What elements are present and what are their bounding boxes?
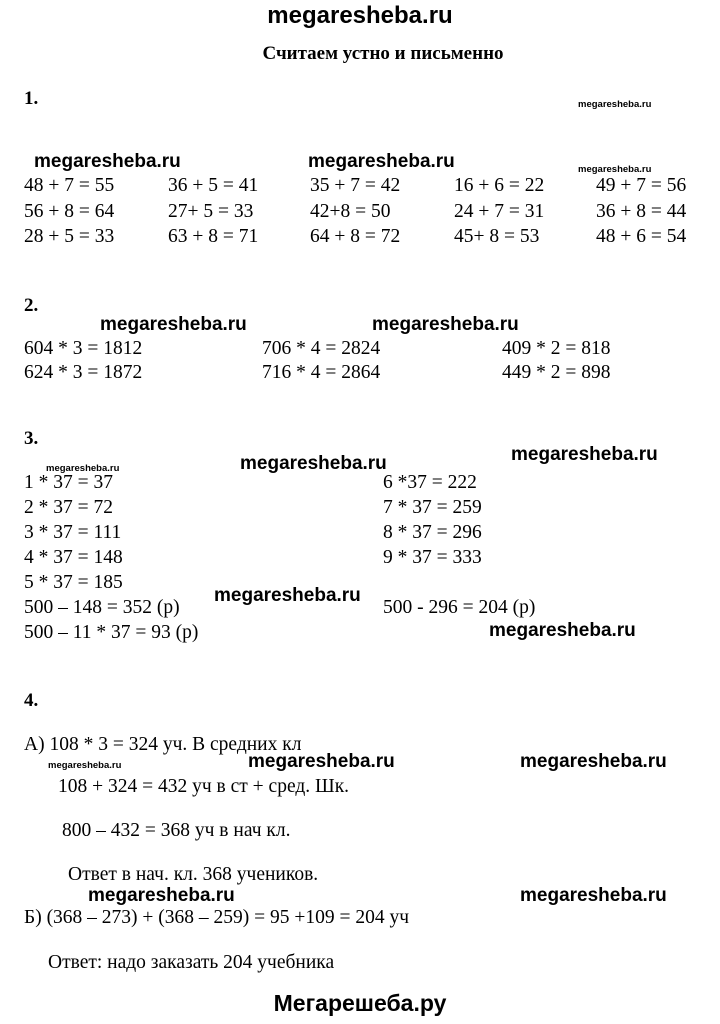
watermark: megaresheba.ru [520,751,667,772]
equation: 449 * 2 = 898 [502,362,611,383]
equation: 27+ 5 = 33 [168,201,254,222]
watermark: megaresheba.ru [578,99,652,110]
watermark: megaresheba.ru [489,620,636,641]
equation: 624 * 3 = 1872 [24,362,143,383]
equation: 5 * 37 = 185 [24,572,123,593]
equation: 500 - 296 = 204 (р) [383,597,536,618]
site-footer: Мегарешеба.ру [273,990,447,1016]
equation: 409 * 2 = 818 [502,338,611,359]
site-header: megaresheba.ru [267,2,453,29]
watermark: megaresheba.ru [308,151,455,172]
equation: 48 + 7 = 55 [24,175,115,196]
equation: 9 * 37 = 333 [383,547,482,568]
equation: 7 * 37 = 259 [383,497,482,518]
equation: 1 * 37 = 37 [24,472,113,493]
task-2-number: 2. [24,295,39,316]
equation: 36 + 5 = 41 [168,175,259,196]
answer-line: Ответ: надо заказать 204 учебника [48,952,335,973]
watermark: megaresheba.ru [511,444,658,465]
answer-line: Ответ в нач. кл. 368 учеников. [68,864,319,885]
equation: 35 + 7 = 42 [310,175,401,196]
equation: 63 + 8 = 71 [168,226,259,247]
watermark: megaresheba.ru [100,314,247,335]
equation: 56 + 8 = 64 [24,201,115,222]
equation: 8 * 37 = 296 [383,522,482,543]
task-4-number: 4. [24,690,39,711]
equation: 4 * 37 = 148 [24,547,123,568]
solution-line: 108 + 324 = 432 уч в ст + сред. Шк. [58,776,350,797]
equation: 706 * 4 = 2824 [262,338,381,359]
equation: 16 + 6 = 22 [454,175,545,196]
equation: 64 + 8 = 72 [310,226,401,247]
solution-line: 800 – 432 = 368 уч в нач кл. [62,820,291,841]
equation: 24 + 7 = 31 [454,201,545,222]
equation: 604 * 3 = 1812 [24,338,143,359]
watermark: megaresheba.ru [372,314,519,335]
solution-line: А) 108 * 3 = 324 уч. В средних кл [24,734,302,755]
equation: 500 – 11 * 37 = 93 (р) [24,622,199,643]
task-3-number: 3. [24,428,39,449]
watermark: megaresheba.ru [46,463,120,474]
page-title: Считаем устно и письменно [262,43,504,64]
watermark: megaresheba.ru [34,151,181,172]
watermark: megaresheba.ru [578,164,652,175]
equation: 716 * 4 = 2864 [262,362,381,383]
equation: 3 * 37 = 111 [24,522,122,543]
equation: 28 + 5 = 33 [24,226,115,247]
solution-line: Б) (368 – 273) + (368 – 259) = 95 +109 = 204 уч [24,907,410,928]
equation: 36 + 8 = 44 [596,201,687,222]
equation: 49 + 7 = 56 [596,175,687,196]
equation: 2 * 37 = 72 [24,497,113,518]
equation: 48 + 6 = 54 [596,226,687,247]
watermark: megaresheba.ru [240,453,387,474]
watermark: megaresheba.ru [214,585,361,606]
equation: 42+8 = 50 [310,201,391,222]
watermark: megaresheba.ru [520,885,667,906]
equation: 500 – 148 = 352 (р) [24,597,180,618]
equation: 6 *37 = 222 [383,472,477,493]
equation: 45+ 8 = 53 [454,226,540,247]
watermark: megaresheba.ru [88,885,235,906]
task-1-number: 1. [24,88,39,109]
watermark: megaresheba.ru [48,760,122,771]
watermark: megaresheba.ru [248,751,395,772]
